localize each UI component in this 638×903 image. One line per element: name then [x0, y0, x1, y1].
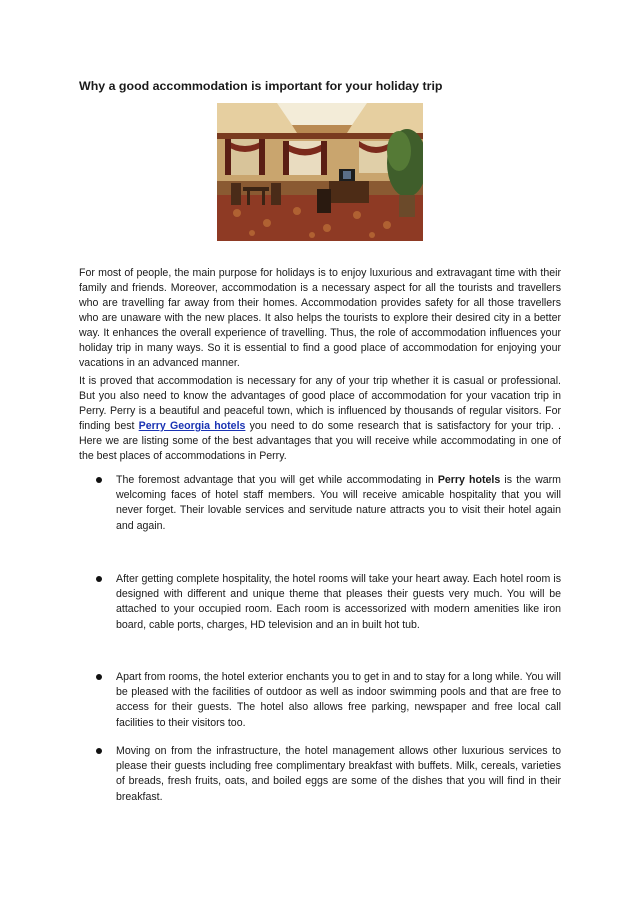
bullet-icon	[96, 576, 102, 582]
bullet-icon	[96, 748, 102, 754]
list-item-text-start: The foremost advantage that you will get while accommodating in	[116, 474, 438, 486]
perry-georgia-hotels-link[interactable]: Perry Georgia hotels	[138, 420, 246, 432]
advantages-text-start: It is proved that accommodation is necessary for any of your trip whether it is casual or professional. But you also need to know the advantages of good place of accommodation for your vacation trip in Perry. Perry is a beautiful and peaceful town, which is influenced by thousands of regular visitors. For finding best	[79, 375, 561, 432]
intro-paragraph: For most of people, the main purpose for holidays is to enjoy luxurious and extravagant time with their family and friends. Moreover, accommodation is a necessary aspect for all the tourists and travellers who are travelling far away from their homes. Accommodation provides safety for all those travellers who are unaware with the new places. It also helps the tourists to explore their desired city in a better way. It enhances the overall experience of travelling. Thus, the role of accommodation influences your holiday trip in many ways. So it is essential to find a good place of accommodation for enjoying your vacations in an advanced manner.	[79, 267, 561, 369]
advantages-paragraph	[79, 374, 561, 464]
list-item-text: After getting complete hospitality, the hotel rooms will take your heart away. Each hotel room is designed with different and unique theme that pleases their guests very much. You will be attached to your occupied room. Each room is accessorized with modern amenities like iron board, cable ports, charges, HD television and an in built hot tub.	[116, 573, 561, 631]
list-item-text: Moving on from the infrastructure, the hotel management allows other luxurious services to please their guests including free complimentary breakfast with buffets. Milk, cereals, varieties of breads, fresh fruits, oats, and boiled eggs are some of the dishes that you will find in their breakfast.	[116, 745, 561, 803]
hotel-lobby-photo	[217, 103, 423, 241]
list-item-text: Apart from rooms, the hotel exterior enchants you to get in and to stay for a long while. You will be pleased with the facilities of outdoor as well as indoor swimming pools and that are free to access for their guests. The hotel also allows free parking, newspaper and free local call facilities to their visitors too.	[116, 671, 561, 729]
perry-hotels-bold: Perry hotels	[437, 474, 501, 486]
list-item-text	[116, 473, 561, 534]
advantages-text-end: you need to do some research that is satisfactory for your trip. . Here we are listing some of the best advantages that you will receive while accommodating in one of the best places of accommodations in Perry.	[79, 420, 561, 462]
bullet-icon	[96, 477, 102, 483]
list-item-text-end: is the warm welcoming faces of hotel staff members. You will receive amicable hospitality that you will never forget. Their lovable services and servitude nature attracts you to visit their hotel again and again.	[116, 474, 561, 532]
document-title: Why a good accommodation is important for your holiday trip	[79, 79, 443, 93]
bullet-icon	[96, 674, 102, 680]
